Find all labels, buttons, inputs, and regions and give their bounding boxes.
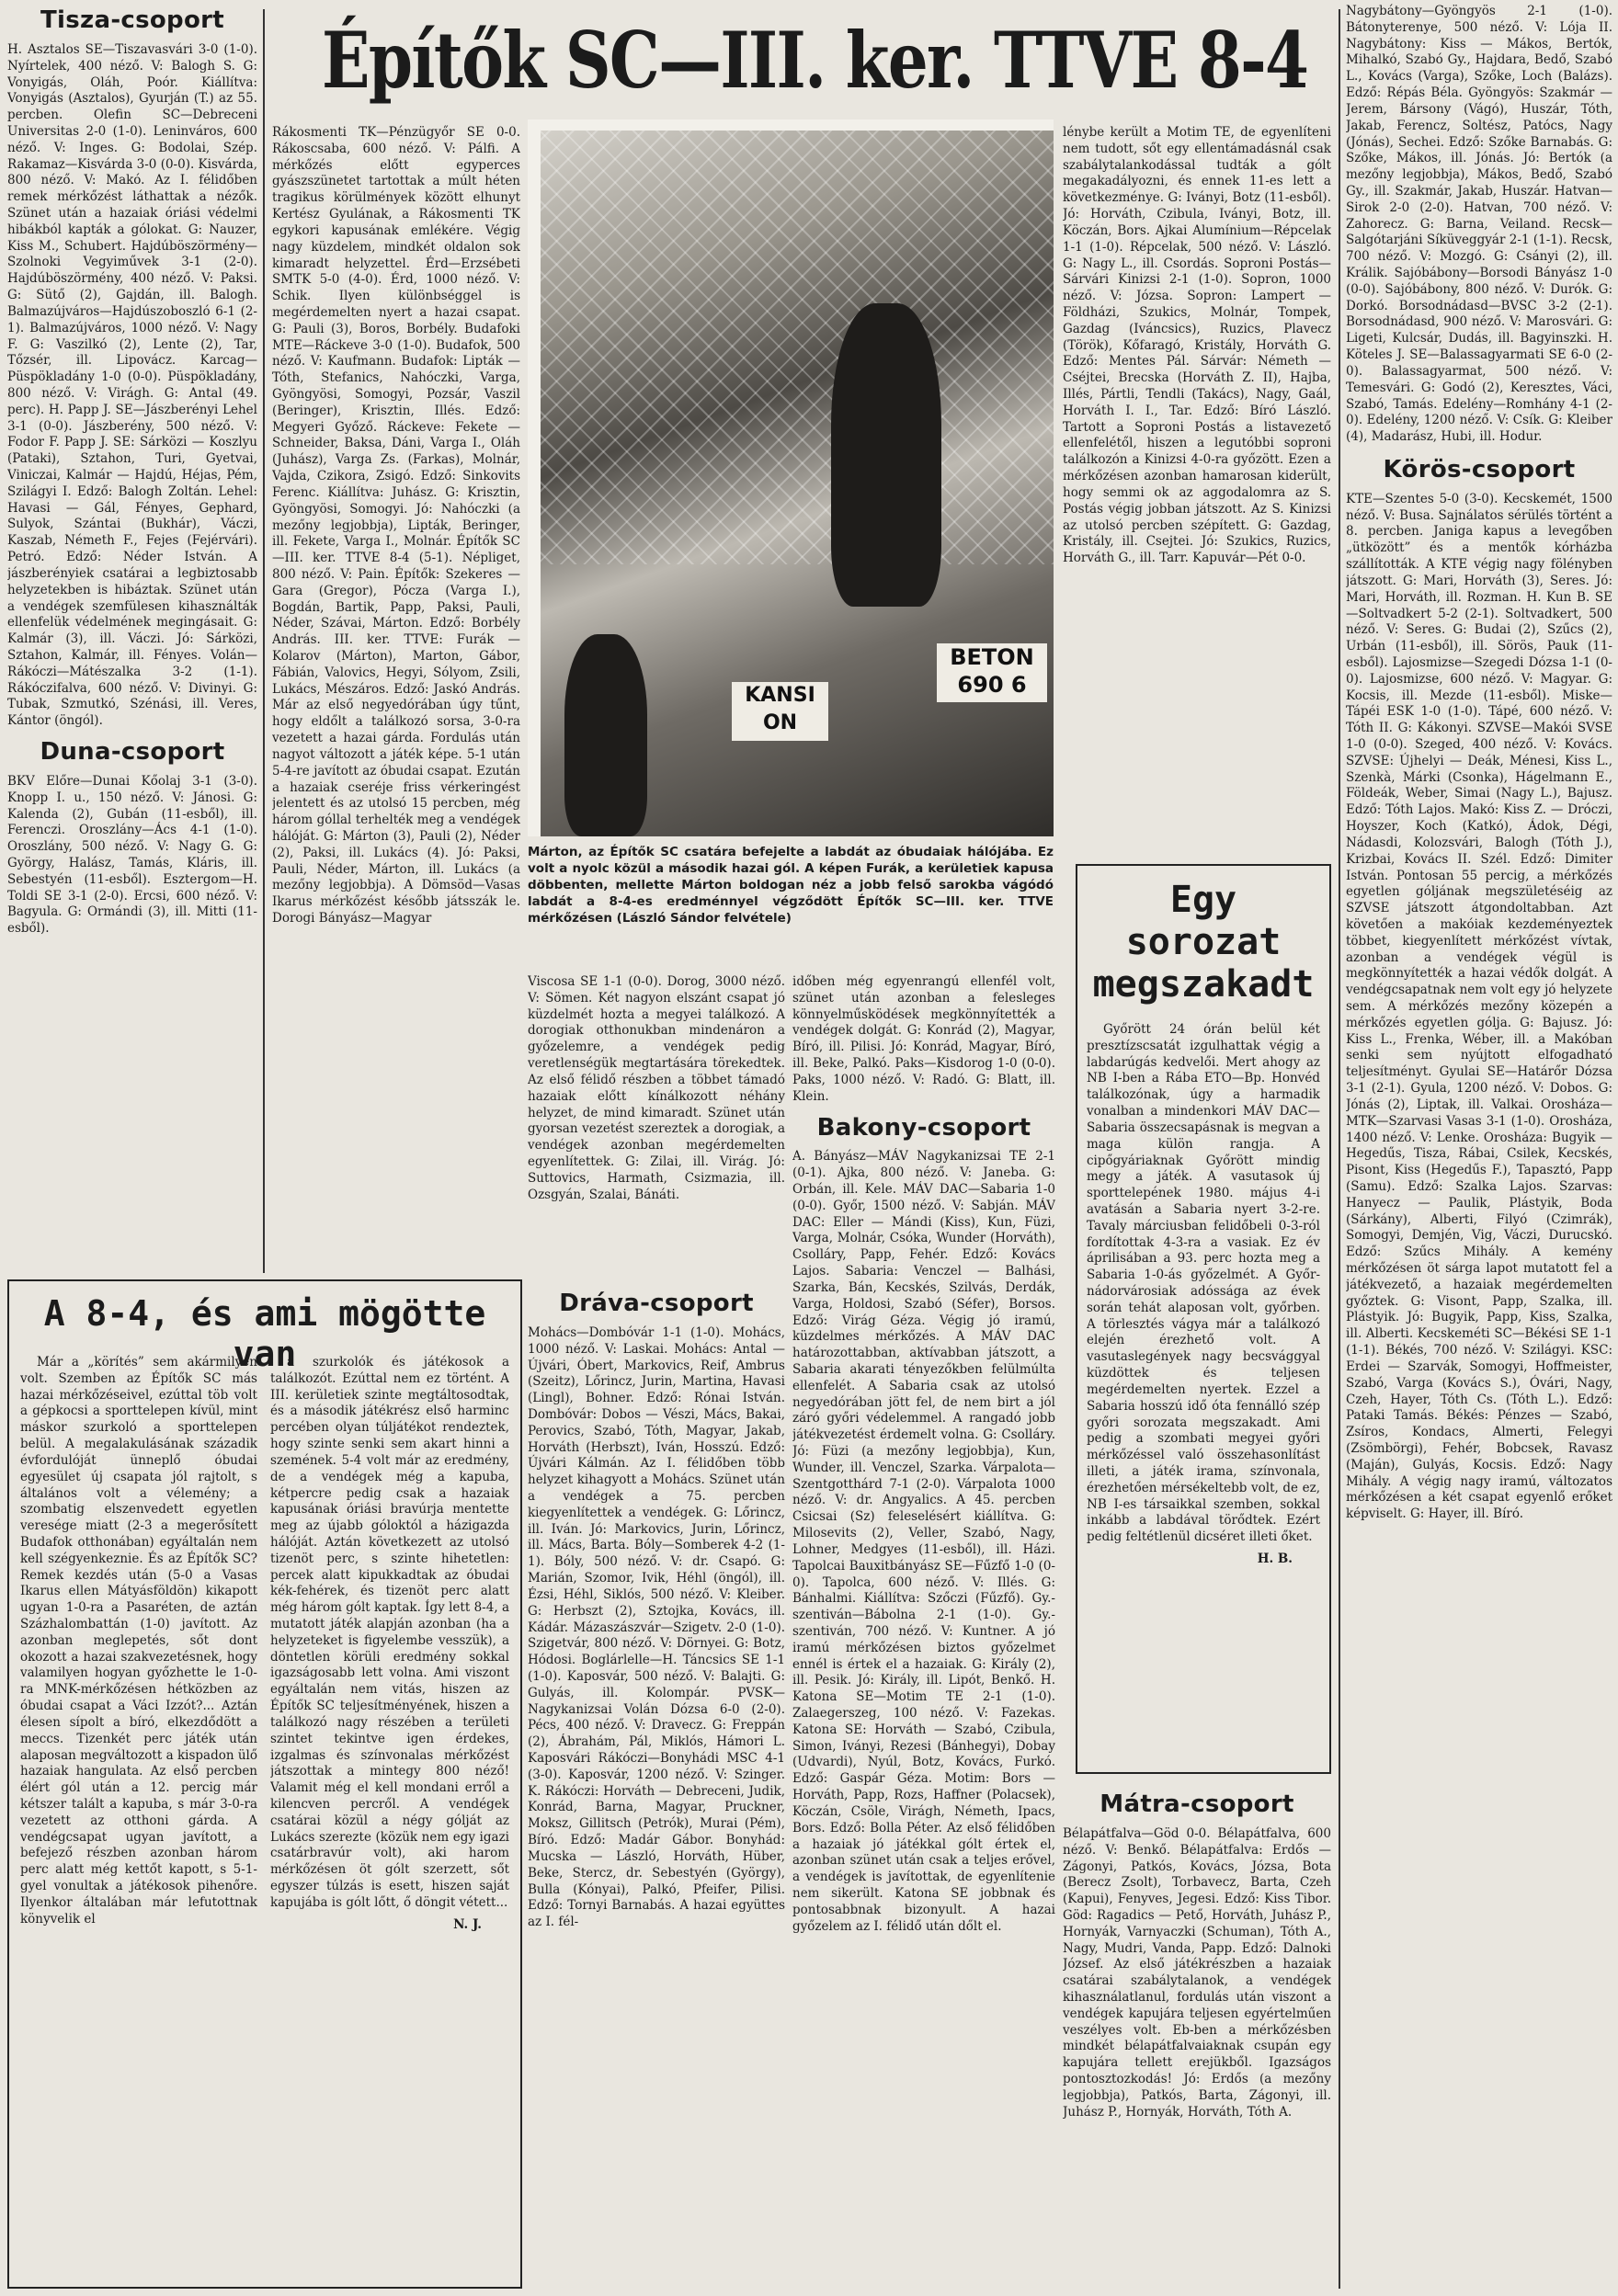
article-author-8-4: N. J. <box>453 1916 482 1932</box>
article-box-8-4 <box>7 1279 522 2289</box>
section-title-matra: Mátra-csoport <box>1100 1790 1294 1818</box>
column-dorog <box>528 974 785 1287</box>
column-matra-koros <box>1346 4 1612 2292</box>
column-rule <box>263 9 265 1273</box>
section-text-koros: KTE—Szentes 5-0 (3-0). Kecskemét, 1500 néző. V: Busa. Sajnálatos sérülés történt a 8. percben. Janiga kapus a levegőben „ütközött” és a mentők kórházba szállították. A KTE végig nagy fölényben játszott. G: Mari, Horváth (3), Seres. Jó: Mari, Horváth, ill. Rozman. H. Kun B. SE—Soltvadkert 5-2 (2-1). Soltvadkert, 500 néző. V: Seres. G: Budai (2), Szűcs (2), Urbán (11-esből), ill. Sörös, Pauk (11-esből). Lajosmizse—Szegedi Dózsa 1-1 (0-0). Lajosmizse, 600 néző. V: Magyar. G: Kocsis, ill. Mezde (11-esből). Miske—Tápéi ESK 1-0 (1-0). Tápé, 600 néző. V: Tóth II. G: Kákonyi. SZVSE—Makói SVSE 1-0 (0-0). Szeged, 400 néző. V: Kovács. SZVSE: Újhelyi — Deák, Ménesi, Kiss L., Szenkà, Márki (Csonka), Hágelmann E., Földeák, Weber, Simai (Nagy L.), Bajusz. Edző: Tóth Lajos. Makó: Kiss Z. — Dróczi, Hoyszer, Koch (Katkó), Ádok, Dégi, Nádasdi, Kolozsvári, Balogh (Tóth J.), Krizbai, Kovács II. Szél. Edző: Dimiter István. Pontosan 55 percig, a mérkőzés egyetlen góljának megszületéséig az SZVSE játszott átgondoltabban. Azt követően a makóiak kezdeményeztek többet, kiegyenlített mérkőzést vívtak, azonban a vendégek végül is megkönnyítették a hazai védők dolgát. A vendégcsapatnak nem volt egy jó helyzete sem. A mérkőzés mezőny közepén a mérkőzés egyetlen gólja. G: Bajusz. Jó: Kiss L., Frenka, Wéber, ill. a Makóban senki sem nyújtott elfogadható teljesítményt. Gyulai SE—Határőr Dózsa 3-1 (2-1). Gyula, 1200 néző. V: Dobos. G: Jónás (2), Liptak, ill. Valkai. Orosháza—MTK—Szarvasi Vasas 3-1 (1-0). Orosháza, 1400 néző. V: Lenke. Orosháza: Bugyik — Hegedűs, Tisza, Rábai, Csilek, Kecskés, Pisont, Kiss (Hegedűs F.), Tapasztó, Papp (Samu). Edző: Szalka Lajos. Szarvas: Hanyecz — Paulik, Plástyik, Boda (Sárkány), Alberti, Filyó (Czimrák), Somogyi, Demjén, Vig, Váczi, Durucskó. Edző: Szűcs Mihály. A kemény mérkőzésen öt sárga lapot mutatott fel a játékvezető, a hazaiak megérdemelten győztek. G: Visont, Papp, Szalka, ill. Plástyik. Jó: Bugyik, Papp, Kiss, Szalka, ill. Alberti. Kecskeméti SC—Békési SE 1-1 (1-1). Békés, 700 néző. V: Szilágyi. KSC: Erdei — Szarvák, Somogyi, Hoffmeister, Szabó, Varga (Kovács S.), Óvári, Nagy, Czeh, Hayer, Tóth Cs. (Tóth L.). Edző: Pataki Tamás. Békés: Pénzes — Szabó, Zsíros, Kondacs, Almerti, Felegyi (Zsömbörgi), Fehér, Bobcsek, Ravasz (Maján), Gulyás, Kocsis. Edző: Nagy Mihály. A végig nagy iramú, változatos mérkőzésen a két csapat egyenlő erőket képviselt. G: Hayer, ill. Bíró. <box>1346 491 1612 1522</box>
section-title-koros: Körös-csoport <box>1383 455 1576 483</box>
goalkeeper-figure <box>831 303 941 607</box>
section-title-tisza: Tisza-csoport <box>40 6 224 34</box>
article-title-sorozat: Egy sorozat megszakadt <box>1092 879 1315 1006</box>
column-sopron <box>1063 125 1331 840</box>
article-body-sorozat <box>1087 1022 1320 1570</box>
column-pest-results <box>272 125 520 1269</box>
match-photo <box>528 119 1054 836</box>
column-bakony <box>792 974 1055 2289</box>
section-text-tisza: H. Asztalos SE—Tiszavasvári 3-0 (1-0). Nyírtelek, 400 néző. V: Balogh S. G: Vonyigás, Oláh, Poór. Kiállítva: Vonyigás (Asztalos), Gyurján (T.) az 55. percben. Olefin SC—Debreceni Universitas 2-0 (1-0). Leninváros, 600 néző. V: Inges. G: Bodolai, Szép. Rakamaz—Kisvárda 3-0 (0-0). Kisvárda, 800 néző. V: Makó. Az I. félidőben remek mérkőzést láthattak a nézők. Szünet után a hazaiak óriási védelmi hibákból kapták a gólokat. G: Nauzer, Kiss M., Schubert. Hajdúböszörmény—Szolnoki Vegyiművek 3-1 (2-0). Hajdúböszörmény, 400 néző. V: Paksi. G: Sütő (2), Gajdán, ill. Balogh. Balmazújváros—Hajdúszoboszló 6-1 (2-1). Balmazújváros, 1000 néző. V: Nagy F. G: Vaszilkó (2), Lente (2), Tar, Tőzsér, ill. Lipovácz. Karcag—Püspökladány 1-0 (0-0). Püspökladány, 800 néző. V: Virágh. G: Antal (49. perc). H. Papp J. SE—Jászberényi Lehel 3-1 (0-0). Jászberény, 500 néző. V: Fodor F. Papp J. SE: Sárközi — Koszlyu (Pataki), Sztahon, Turi, Gyetvai, Viniczai, Kalmár — Hajdú, Héjas, Pém, Szilágyi I. Edző: Balogh Zoltán. Lehel: Havasi — Gál, Fényes, Gephard, Sulyok, Szántai (Bukhár), Váczi, Kaszab, Németh F., Fejes (Fejérvári). Petró. Edző: Néder István. A jászberényiek csatárai a legbiztosabb helyzetekben is hibáztak. Szünet után a vendégek szemfülesen kihasználták ellenfelük védelmének megingásait. G: Kalmár (3), ill. Váczi. Jó: Sárközi, Sztahon, Kalmár, ill. Fényes. Volán—Rákóczi—Mátészalka 3-2 (1-1). Rákóczifalva, 600 néző. V: Divinyi. G: Tubak, Szmutkó, Szénási, ill. Veres, Kántor (öngól). <box>7 41 257 729</box>
striker-figure <box>564 634 647 836</box>
sopron-text: lénybe került a Motim TE, de egyenlíteni nem tudott, sőt egy ellentámadásnál csak szabálytalankodással tudták a gólt megakadályozni, és ennek 11-es lett a következménye. G: Iványi, Botz (11-esből). Jó: Horváth, Czibula, Iványi, Botz, ill. Köczán, Bors. Ajkai Alumínium—Répcelak 1-1 (1-0). Répcelak, 500 néző. V: László. G: Nagy L., ill. Csordás. Soproni Postás—Sárvári Kinizsi 2-1 (1-0). Sopron, 1000 néző. V: Józsa. Sopron: Lampert — Földházi, Szukics, Molnár, Tompek, Gazdag (Iváncsics), Ruzics, Plavecz (Török), Kőfaragó, Kristály, Horváth G. Edző: Mentes Pál. Sárvár: Németh —Cséjtei, Brecska (Horváth Z. II), Hajba, Illés, Pártli, Tendli (Takács), Nagy, Gaál, Horváth I. I., Tar. Edző: Bíró László. Tartott a Soproni Postás a listavezető ellenfelétől, hiszen a legutóbbi soproni találkozón a Kinizsi 4-0-ra győzött. Ezen a mérkőzésen azonban hamarosan kiderült, hogy semmi ok az aggodalomra az S. Postás végig jobban játszott. Az S. Kinizsi az utolsó percben szépített. G: Gazdag, Kristály, ill. Csejtei. Jó: Szukics, Ruzics, Horváth G., ill. Tarr. Kapuvár—Pét 0-0. <box>1063 125 1331 566</box>
column-rule <box>1339 9 1340 2289</box>
pest-results-text: Rákosmenti TK—Pénzügyőr SE 0-0. Rákoscsaba, 600 néző. V: Pálfi. A mérkőzés előtt egyperces gyászszünetet tartottak a múlt héten tragikus körülmények között elhunyt Kertész Gyulának, a Rákosmenti TK egykori kapusának emlékére. Végig nagy küzdelem, mindkét oldalon sok kimaradt helyzettel. Érd—Erzsébeti SMTK 5-0 (4-0). Érd, 1000 néző. V: Schik. Ilyen különbséggel is megérdemelten nyert a hazai csapat. G: Pauli (3), Boros, Borbély. Budafoki MTE—Ráckeve 3-0 (1-0). Budafok, 500 néző. V: Kaufmann. Budafok: Lipták — Tóth, Stefanics, Nahóczki, Varga, Gyöngyösi, Somogyi, Pozsár, Vaszil (Beringer), Krisztin, Illés. Edző: Megyeri Győző. Ráckeve: Fekete — Schneider, Baksa, Dáni, Varga I., Oláh (Juhász), Varga Zs. (Farkas), Molnár, Vajda, Czikora, Zsigó. Edző: Sinkovits Ferenc. Kiállítva: Juhász. G: Krisztin, Gyöngyösi, Somogyi. Jó: Nahóczki (a mezőny legjobbja), Lipták, Beringer, ill. Fekete, Varga I., Molnár. Építők SC—III. ker. TTVE 8-4 (5-1). Népliget, 800 néző. V: Pain. Építők: Szekeres — Gara (Gregor), Pócza (Varga I.), Bogdán, Bartik, Papp, Paksi, Pauli, Néder, Szávai, Márton. Edző: Borbély András. III. ker. TTVE: Furák — Kolarov (Márton), Marton, Gábor, Fábián, Valovics, Hegyi, Sólyom, Zsili, Lukács, Mészáros. Edző: Jaskó András. Már az első negyedórában úgy tűnt, hogy eldőlt a találkozó sorsa, 3-0-ra vezetett a hazai gárda. Fordulás után nagyot változott a játék képe. 5-1 után 5-4-re javított az óbudai csapat. Ezután a hazaiak cseréje friss vérkeringést jelentett és az utolsó 15 percben, még három góllal terhelték meg a vendégek hálóját. G: Márton (3), Pauli (2), Néder (2), Paksi, ill. Lukács (4). Jó: Paksi, Pauli, Néder, Márton, ill. Lukács (a mezőny legjobbja). A Dömsöd—Vasas Ikarus mérkőzést később játsszák le. Dorogi Bányász—Magyar <box>272 125 520 926</box>
photo-caption: Márton, az Építők SC csatára befejelte a labdát az óbudaiak hálójába. Ez volt a nyolc közül a második hazai gól. A képen Furák, a kerületiek kapusa döbbenten, mellette Márton boldogan néz a jobb felső sarokba vágódó labdát a 8-4-es eredménnyel végződött Építők SC—III. ker. TTVE mérkőzésen (László Sándor felvétele) <box>528 845 1054 926</box>
page-headline: Építők SC—III. ker. TTVE 8-4 <box>322 15 1308 106</box>
goal-net <box>528 119 1054 564</box>
goal-post <box>528 119 541 836</box>
section-title-bakony: Bakony-csoport <box>816 1113 1031 1142</box>
section-title-duna: Duna-csoport <box>40 738 225 767</box>
paks-text: időben még egyenrangú ellenfél volt, szünet után azonban a felesleges könnyelműsködések megkönnyítették a vendégek dolgát. G: Konrád (2), Magyar, Bíró, ill. Pilisi. Jó: Konrád, Magyar, Bíró, ill. Beke, Palkó. Paks—Kisdorog 1-0 (0-0). Paks, 1000 néző. V: Radó. G: Blatt, ill. Klein. <box>792 974 1055 1104</box>
article-text-sorozat: Győrött 24 órán belül két presztízscsatát izgulhattak végig a labdarúgás kedvelői. Mert ahogy az NB I-ben a Rába ETO—Bp. Honvéd találkozónak, úgy a harmadik vonalban a mindenkori MÁV DAC—Sabaria összecsapásnak is megvan a maga külön rangja. A cipőgyáriaknak Győrött mindig megy a játék. A vasutasok új sporttelepének 1980. május 4-i avatásán a Sabaria nyert 3-2-re. Tavaly márciusban felidőbeli 0-3-ról fordítottak 4-3-ra a vasiak. Ez év áprilisában a 93. perc hozta meg a Sabaria 1-0-ás győzelmét. A Győr-nádorvárosiak adóssága az évek során tehát alaposan volt, győrben. A törlesztés vágya már a találkozó elején érezhető volt. A vasutaslegények nagy becsvággyal küzdöttek és teljesen megérdemelten nyertek. Ezzel a Sabaria hosszú idő óta fennálló szép győri sorozata megszakadt. Ami pedig a szombati megyei győri mérkőzéssel való összehasonlítást illeti, a játék irama, színvonala, érezhetően mérsékeltebb volt, de ez, NB I-es társaikkal szemben, sokkal inkább a labdával törődtek. Ezért pedig feltétlenül dicséret illeti őket. <box>1087 1022 1320 1545</box>
article-author-sorozat: H. B. <box>1257 1552 1293 1566</box>
column-drava <box>528 1287 785 2289</box>
article-text-col2: a szurkolók és játékosok a találkozót. Ezúttal nem ez történt. A III. kerületiek szinte megtáltosodtak, és a második játékrész első harminc percében olyan túljátékot rendeztek, hogy szinte senki sem akart hinni a szemének. 5-4 volt már az eredmény, de a vendégek még a kapuba, kétpercre pedig csak a hazaiak kapusának óriási bravúrja mentette meg az újabb góloktól a házigazda hálóját. Aztán következett az utolsó tizenöt perc, s szinte hihetetlen: percek alatt kipukkadtak az óbudai kék-fehérek, és tizenöt perc alatt még három gólt kaptak. Így lett 8-4, a mutatott játék alapján azonban (ha a helyzeteket is figyelembe vesszük), a döntetlen körüli eredmény sokkal igazságosabb lett volna. Ami viszont egyáltalán nem vitás, hiszen az Építők SC teljesítményének, hiszen a találkozó nagy részében a területi szintet tekintve igen érdekes, izgalmas és színvonalas mérkőzést játszottak a mintegy 800 néző! Valamit még el kell mondani erről a kilencven percről. A vendégek csatárai közül a négy gólját az Lukács szerezte (közük nem egy igazi csatárbravúr volt), aki harom mérkőzésen öt gólt szerzett, sőt egyszer túlzás is esett, hiszen saját kapujába is gólt lőtt, ő döngit vétett... <box>270 1355 509 1910</box>
ad-board-left: KANSI ON <box>732 682 828 741</box>
dorog-text: Viscosa SE 1-1 (0-0). Dorog, 3000 néző. V: Sömen. Két nagyon elszánt csapat jó küzdelmét hozta a megyei találkozó. A dorogiak otthonukban mindenáron a győzelemre, a vendégek pedig veretlenségük megtartására törekedtek. Az első félidő részben a többet támadó hazaiak előtt kínálkozott néhány helyzet, de mind kimaradt. Szünet után gyorsan vezetést szereztek a dorogiak, a vendégek azonban megérdemelten egyenlítettek. G: Zilai, ill. Virág. Jó: Suttovics, Harmath, Csizmazia, ill. Ozsgyán, Szalai, Bánáti. <box>528 974 785 1202</box>
ad-board-right: BETON 690 6 <box>937 643 1047 702</box>
section-text-matra: Bélapátfalva—Göd 0-0. Bélapátfalva, 600 néző. V: Benkő. Bélapátfalva: Erdős — Zágonyi, Patkós, Kovács, Józsa, Bota (Berecz Zsolt), Torbavecz, Barta, Czeh (Kapui), Fenyves, Jegesi. Edző: Kiss Tibor. Göd: Ragadics — Pető, Horváth, Juhász P., Hornyák, Varnyaczki (Schuman), Tóth A., Nagy, Mudri, Vanda, Papp. Edző: Dalnoki József. Az első játékrészben a hazaiak csatárai szabálytalanok, a vendégek kihasználatlanul, fordulás után viszont a vendégek kapujára teljesen egyértelműen veszélyes volt. Eb-ben a mérkőzésben mindkét bélapátfalvaiaknak csupán egy kapujára tellett erejükből. Igazságos pontosztozkodás! Jó: Erdős (a mezőny legjobbja), Patkós, Barta, Zágonyi, ill. Juhász P., Hornyák, Horváth, Tóth A. <box>1063 1825 1331 2120</box>
article-text-col1: Már a „körítés” sem akármilyen volt. Szemben az Építők SC más hazai mérkőzéseivel, ezúttal töb volt a gépkocsi a sporttelepen kívül, mint máskor szurkoló a sporttelepen belül. A megalakulásának századik évfordulóját ünneplő óbudai egyesület új csapata jól rajtolt, s általános volt a vélemény; a szombatig elszenvedett egyetlen veresége miatt (2-3 a megerősített Budafok otthonában) egyáltalán nem kell szégyenkeznie. És az Építők SC? Remek kezdés után (5-0 a Vasas Ikarus ellen Mátyásföldön) kikapott ugyan 1-0-ra a Pasaréten, de aztán Százhalombattán (1-0) javított. Az azonban meglepetés, sőt dont okozott a hazai szakvezetésnek, hogy valamilyen hogyan győzhette le 1-0-ra MNK-mérkőzésen hétközben az óbudai csapat a Váci Izzót?... Aztán élesen sípolt a bíró, elkezdődött a meccs. Tizenkét perc játék után alaposan megváltozott a kispadon ülő hazaiak hangulata. Az első percben élért gól után a 12. percig már kétszer talált a kapuba, s már 3-0-ra vezetett az otthoni gárda. A vendégcsapat ugyan javított, a befejező részben azonban három perc alatt még kettőt kapott, s 5-1-gyel vonultak a játékosok pihenőre. Ilyenkor általában már lefutottnak könyvelik el <box>20 1355 257 1927</box>
section-text-duna: BKV Előre—Dunai Kőolaj 3-1 (3-0). Knopp I. u., 150 néző. V: Jánosi. G: Kalenda (2), Gubán (11-esből), ill. Ferenczi. Oroszlány—Ács 4-1 (1-0). Oroszlány, 500 néző. V: Nagy G. G: György, Halász, Tamás, Kláris, ill. Sebestyén (11-esből). Esztergom—H. Toldi SE 3-1 (2-0). Ercsi, 600 néző. V: Bagyula. G: Ormándi (3), ill. Mitti (11-esből). <box>7 773 257 937</box>
article-col-2 <box>270 1355 509 2279</box>
nagybatony-text: Nagybátony—Gyöngyös 2-1 (1-0). Bátonyterenye, 500 néző. V: Lója II. Nagybátony: Kiss — Mákos, Bertók, Mihalkó, Szabó Gy., Hajdara, Bedő, Szabó L., Kovács (Varga), Szőke, Loch (Balázs). Edző: Répás Béla. Gyöngyös: Szakmár — Jerem, Bársony (Vágó), Huszár, Tóth, Jakab, Ferencz, Soltész, Patócs, Nagy (Jónás), Sechei. Edző: Szőke Barnabás. G: Szőke, Mákos, ill. Jónás. Jó: Bertók (a mezőny legjobbja), Mákos, Bedő, Szabó Gy., ill. Szakmár, Jakab, Huszár. Hatvan—Sirok 2-0 (2-0). Hatvan, 700 néző. V: Zahorecz. G: Barna, Veiland. Recsk—Salgótarjáni Síküveggyár 2-1 (1-1). Recsk, 700 néző. V: Mozgó. G: Csányi (2), ill. Králik. Sajóbábony—Borsodi Bányász 1-0 (0-0). Sajóbábony, 800 néző. V: Durók. G: Dorkó. Borsodnádasd—BVSC 3-2 (2-1). Borsodnádasd, 900 néző. V: Marosvári. G: Ligeti, Kulcsár, Dudás, ill. Bagyinszki. H. Köteles J. SE—Balassagyarmati SE 6-0 (2-0). Balassagyarmat, 500 néző. V: Temesvári. G: Godó (2), Keresztes, Váci, Szabó, Tamás. Edelény—Romhány 4-1 (2-0). Edelény, 1200 néző. V: Csík. G: Kleiber (4), Madarász, Hubi, ill. Hodur. <box>1346 4 1612 445</box>
article-box-sorozat <box>1076 864 1331 1774</box>
column-matra <box>1063 1788 1331 2289</box>
goal-crossbar <box>528 119 1054 131</box>
section-text-drava: Mohács—Dombóvár 1-1 (1-0). Mohács, 1000 néző. V: Laskai. Mohács: Antal — Újvári, Óbert, Markovics, Reif, Ambrus (Szeitz), Lőrincz, Jurin, Martina, Havasi (Lingl), Bohner. Edző: Rónai István. Dombóvár: Dobos — Vészi, Mács, Bakai, Perovics, Szabó, Tóth, Magyar, Jakab, Horváth (Herbszt), Iván, Hosszú. Edző: Újvári Kálmán. Az I. félidőben több helyzet kihagyott a Mohács. Szünet után a vendégek a 75. percben kiegyenlítettek a vendégek. G: Lőrincz, ill. Iván. Jó: Markovics, Jurin, Lőrincz, ill. Mács, Barta. Bóly—Somberek 4-2 (1-1). Bóly, 500 néző. V: dr. Csapó. G: Marián, Szomor, Ivik, Héhl (öngól), ill. Ézsi, Héhl, Siklós, 500 néző. V: Kleiber. G: Herbszt (2), Sztojka, Kovács, ill. Kádár. Mázaszászvár—Szigetv. 2-0 (1-0). Szigetvár, 800 néző. V: Dörnyei. G: Botz, Hódosi. Boglárlelle—H. Táncsics SE 1-1 (1-0). Kaposvár, 500 néző. V: Balajti. G: Gulyás, ill. Kolompár. PVSK—Nagykanizsai Volán Dózsa 6-0 (2-0). Pécs, 400 néző. V: Dravecz. G: Freppán (2), Ábrahám, Pál, Miklós, Hámori L. Kaposvári Rákóczi—Bonyhádi MSC 4-1 (3-0). Kaposvár, 1200 néző. V: Szinger. K. Rákóczi: Horváth — Debreceni, Judik, Konrád, Barna, Magyar, Pruckner, Moksz, Gillitsch (Petrók), Murai (Pém), Bíró. Edző: Madár Gábor. Bonyhád: Mucska — László, Horváth, Hüber, Beke, Stercz, dr. Sebestyén (György), Bulla (Kónyai), Palkó, Pfeifer, Pilisi. Edző: Tornyi Barnabás. A hazai együttes az I. fél- <box>528 1324 785 1930</box>
section-text-bakony: A. Bányász—MÁV Nagykanizsai TE 2-1 (0-1). Ajka, 800 néző. V: Janeba. G: Orbán, ill. Kele. MÁV DAC—Sabaria 1-0 (0-0). Győr, 1500 néző. V: Sabján. MÁV DAC: Eller — Mándi (Kiss), Kun, Füzi, Varga, Molnár, Csóka, Wunder (Horváth), Csolláry, Papp, Fehér. Edző: Kovács Lajos. Sabaria: Venczel — Balhási, Szarka, Bán, Kecskés, Szilvás, Derdák, Varga, Holdosi, Szabó (Séfer), Borsos. Edző: Virág Géza. Végig jó iramú, küzdelmes mérkőzés. A MÁV DAC határozottabban, aktívabban játszott, a Sabaria akarati tényezőkben felülmúlta ellenfelét. A Sabaria csak az utolsó negyedórában jött fel, de nem birt a jól záró győri védelemmel. A rangadó jobb játékvezetést érdemelt volna. G: Csolláry. Jó: Füzi (a mezőny legjobbja), Kun, Wunder, ill. Venczel, Szarka. Várpalota—Szentgotthárd 7-1 (2-0). Várpalota 1000 néző. V: dr. Angyalics. A 45. percben Csicsai (Sz) feleselésért kiállítva. G: Milosevits (2), Veller, Szabó, Nagy, Lohner, Medgyes (11-esből), ill. Házi. Tapolcai Bauxitbányász SE—Fűzfő 1-0 (0-0). Tapolca, 600 néző. V: Illés. G: Bánhalmi. Kiállítva: Szőczi (Fűzfő). Gy.-szentiván—Bábolna 2-1 (1-0). Gy.-szentiván, 700 néző. V: Kuntner. A jó iramú mérkőzésen biztos győzelmet ennél is értek el a hazaiak. G: Király (2), ill. Pesik. Jó: Király, ill. Lipót, Benkő. H. Katona SE—Motim TE 2-1 (1-0). Zalaegerszeg, 100 néző. V: Fazekas. Katona SE: Horváth — Szabó, Czibula, Simon, Iványi, Rezesi (Bánhegyi), Dobay (Udvardi), Nyúl, Botz, Kovács, Furkó. Edző: Gaspár Géza. Motim: Bors — Horváth, Papp, Rozs, Haffner (Polacsek), Köczán, Csöle, Virágh, Németh, Ipacs, Bors. Edző: Bolla Péter. Az első félidőben a hazaiak jó játékkal gólt értek el, azonban szünet után csak a teljes erővel, a vendégek is javítottak, de egyenlítenie nem sikerült. Katona SE jobbnak és pontosabbnak bizonyult. A hazai győzelem az I. félidő után dőlt el. <box>792 1149 1055 1934</box>
article-col-1 <box>20 1355 257 2279</box>
article-title-8-4: A 8-4, és ami mögötte van <box>43 1293 486 1374</box>
section-title-drava: Dráva-csoport <box>559 1290 754 1317</box>
column-tisza-duna <box>7 4 257 1272</box>
